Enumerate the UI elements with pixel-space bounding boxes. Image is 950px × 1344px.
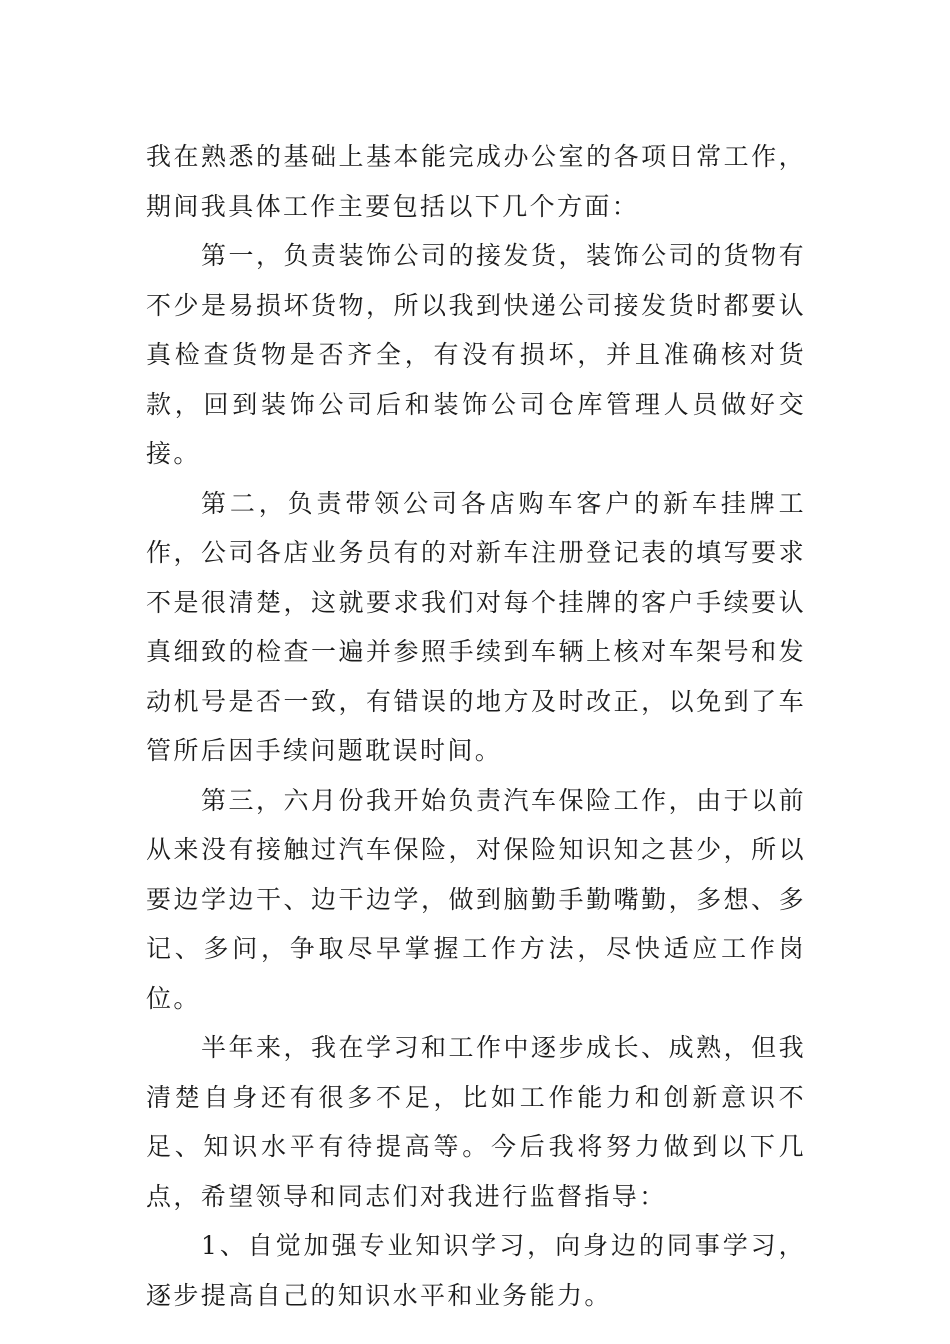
paragraph-first-duty: 第一，负责装饰公司的接发货，装饰公司的货物有不少是易损坏货物，所以我到快递公司接发货时都要认真检查货物是否齐全，有没有损坏，并且准确核对货款，回到装饰公司后和装饰公司仓库管理人员做好交接。 <box>146 241 806 468</box>
paragraph-goal-1: 1、自觉加强专业知识学习，向身边的同事学习，逐步提高自己的知识水平和业务能力。 <box>146 1231 806 1310</box>
paragraph-self-assessment: 半年来，我在学习和工作中逐步成长、成熟，但我清楚自身还有很多不足，比如工作能力和创新意识不足、知识水平有待提高等。今后我将努力做到以下几点，希望领导和同志们对我进行监督指导： <box>146 1033 806 1211</box>
paragraph-second-duty: 第二，负责带领公司各店购车客户的新车挂牌工作，公司各店业务员有的对新车注册登记表的填写要求不是很清楚，这就要求我们对每个挂牌的客户手续要认真细致的检查一遍并参照手续到车辆上核对车架号和发动机号是否一致，有错误的地方及时改正，以免到了车管所后因手续问题耽误时间。 <box>146 488 806 765</box>
paragraph-third-duty: 第三，六月份我开始负责汽车保险工作，由于以前从来没有接触过汽车保险，对保险知识知之甚少，所以要边学边干、边干边学，做到脑勤手勤嘴勤，多想、多记、多问，争取尽早掌握工作方法，尽快适应工作岗位。 <box>146 785 806 1013</box>
paragraph-intro: 我在熟悉的基础上基本能完成办公室的各项日常工作，期间我具体工作主要包括以下几个方面： <box>146 142 806 221</box>
document-body <box>146 132 806 1320</box>
